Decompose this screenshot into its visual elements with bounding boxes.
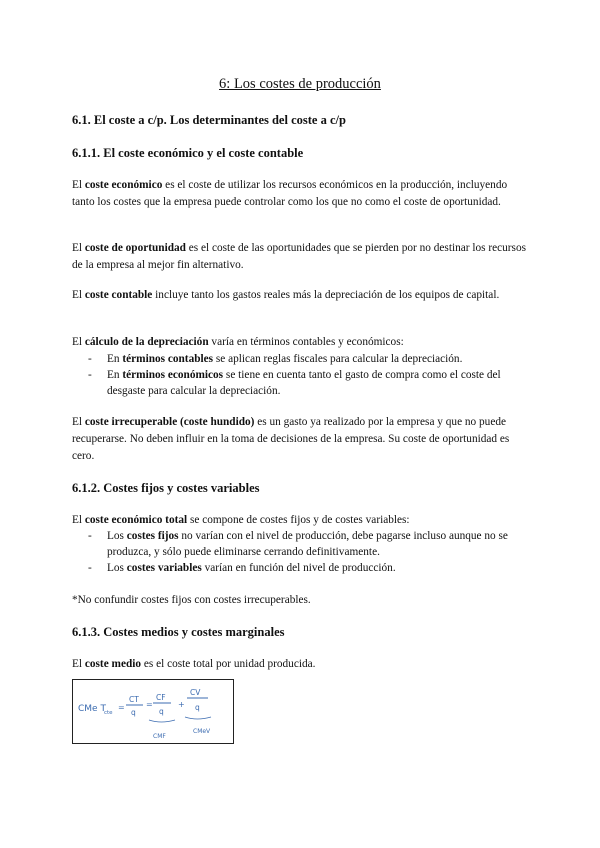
formula-num3: CV (190, 688, 201, 697)
handwritten-formula-image (72, 679, 234, 744)
paragraph-coste-economico: El coste económico es el coste de utilizar los recursos económicos en la producción, incluyendo tanto los costes que la empresa puede controlar como los que no como el coste de oportunidad. (72, 179, 508, 208)
heading-6-1-3: 6.1.3. Costes medios y costes marginales (72, 625, 285, 639)
paragraph-coste-irrecuperable: El coste irrecuperable (coste hundido) es un gasto ya realizado por la empresa y que no puede recuperarse. No deben influir en la toma de decisiones de la empresa. Su coste de oportunidad es cero. (72, 416, 510, 462)
formula-under1: CMF (153, 733, 166, 740)
heading-6-1-1: 6.1.1. El coste económico y el coste contable (72, 146, 304, 160)
list-costes (88, 528, 530, 576)
paragraph-depreciacion: El cálculo de la depreciación varía en términos contables y económicos: (72, 336, 404, 348)
list-item: - Los costes variables varían en función del nivel de producción. (88, 562, 396, 574)
paragraph-coste-total: El coste económico total se compone de costes fijos y de costes variables: (72, 514, 410, 526)
formula-drawing (73, 680, 233, 743)
heading-6-1-2: 6.1.2. Costes fijos y costes variables (72, 481, 260, 495)
formula-lhs: CMe T (78, 704, 106, 714)
formula-plus: + (178, 700, 185, 709)
formula-lhs-sub: cte (104, 710, 113, 716)
paragraph-coste-oportunidad: El coste de oportunidad es el coste de las oportunidades que se pierden por no destinar los recursos de la empresa al mejor fin alternativo. (72, 242, 527, 271)
formula-den2: q (159, 707, 164, 716)
list-item: - En términos económicos se tiene en cuenta tanto el gasto de compra como el coste del desgaste para calcular la depreciación. (88, 369, 501, 397)
formula-eq2: = (146, 700, 153, 709)
page-title: 6: Los costes de producción (219, 76, 381, 92)
note-costes: *No confundir costes fijos con costes irrecuperables. (72, 594, 311, 606)
formula-num2: CF (156, 693, 166, 702)
heading-6-1: 6.1. El coste a c/p. Los determinantes del coste a c/p (72, 113, 346, 127)
underbrace-1 (149, 720, 175, 722)
paragraph-coste-contable: El coste contable incluye tanto los gastos reales más la depreciación de los equipos de capital. (72, 289, 500, 301)
list-depreciacion (88, 351, 530, 399)
underbrace-2 (185, 717, 211, 719)
formula-den1: q (131, 708, 136, 717)
paragraph-coste-medio: El coste medio es el coste total por unidad producida. (72, 658, 316, 670)
formula-under2: CMeV (193, 728, 211, 735)
list-item: - Los costes fijos no varían con el nivel de producción, debe pagarse incluso aunque no se produzca, y sólo puede eliminarse cerrando definitivamente. (88, 530, 508, 558)
list-item: - En términos contables se aplican reglas fiscales para calcular la depreciación. (88, 353, 463, 365)
formula-eq1: = (118, 703, 125, 712)
formula-num1: CT (129, 695, 139, 704)
formula-den3: q (195, 703, 200, 712)
